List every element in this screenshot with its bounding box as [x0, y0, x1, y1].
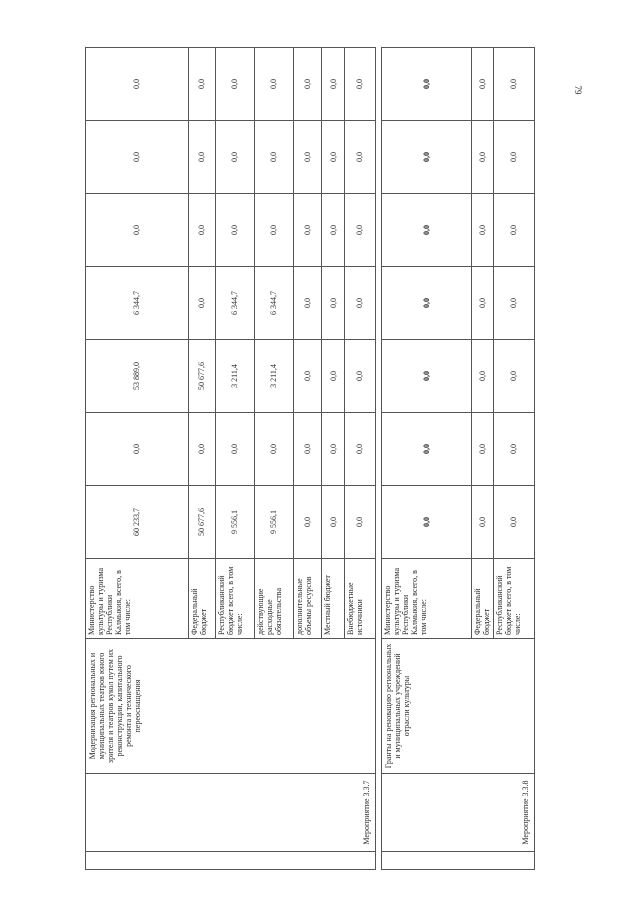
- value-cell: 3 211,4: [254, 340, 293, 413]
- value-cell: 0,0: [254, 194, 293, 267]
- value-cell: 0,0: [86, 413, 189, 486]
- value-cell: 0,0: [344, 413, 375, 486]
- value-cell: 0,0: [322, 194, 345, 267]
- source-cell: дополнительные объемы ресурсов: [293, 559, 322, 639]
- source-cell: Местный бюджет: [322, 559, 345, 639]
- value-cell: 0,0: [344, 48, 375, 121]
- measure-description-338: Гранты на реновацию региональных и муниципальных учреждений отрасли культуры: [381, 639, 534, 774]
- source-cell: Внебюджетные источники: [344, 559, 375, 639]
- value-cell: 6 344,7: [254, 267, 293, 340]
- value-cell: 0,0: [293, 121, 322, 194]
- blank-col: [381, 852, 534, 870]
- source-cell: Министерство культуры и туризма Республики Калмыкия, всего, в том числе:: [86, 559, 189, 639]
- table-row: [381, 48, 471, 870]
- value-cell: 0,0: [322, 267, 345, 340]
- value-cell: 0,0: [344, 121, 375, 194]
- value-cell: 0,0: [493, 413, 534, 486]
- value-cell: 0,0: [188, 267, 215, 340]
- value-cell: 0,0: [322, 48, 345, 121]
- value-cell: 0,0: [293, 340, 322, 413]
- value-cell: 0,0: [493, 194, 534, 267]
- value-cell: 9 556,1: [215, 486, 254, 559]
- value-cell: 0,0: [254, 121, 293, 194]
- measure-description-337: Модернизация региональных и муниципальных театров юного зрителя и театров кукол путем их реконструкции, капитального ремонта и технического переоснащения: [86, 639, 376, 774]
- value-cell: 0,0: [293, 413, 322, 486]
- source-cell: Федеральный бюджет: [472, 559, 494, 639]
- measure-code-337: Мероприятие 3.3.7: [86, 774, 376, 852]
- value-cell: 0,0: [86, 121, 189, 194]
- value-cell: 0,0: [322, 413, 345, 486]
- value-cell: 0,0: [86, 194, 189, 267]
- blank-col: [86, 852, 376, 870]
- value-cell: 0,0: [215, 121, 254, 194]
- value-cell: 0,0: [493, 486, 534, 559]
- value-cell: 0,0: [493, 267, 534, 340]
- value-cell: 0,0: [381, 48, 471, 121]
- value-cell: 0,0: [381, 340, 471, 413]
- value-cell: 50 677,6: [188, 486, 215, 559]
- value-cell: 0,0: [322, 340, 345, 413]
- value-cell: 0,0: [293, 48, 322, 121]
- value-cell: 0,0: [293, 267, 322, 340]
- value-cell: 0,0: [344, 194, 375, 267]
- value-cell: 0,0: [254, 413, 293, 486]
- budget-table: [80, 47, 535, 870]
- source-cell: Республиканский бюджет всего, в том числе:: [493, 559, 534, 639]
- value-cell: 0,0: [344, 340, 375, 413]
- value-cell: 0,0: [472, 340, 494, 413]
- rotated-table-container: [80, 79, 535, 870]
- value-cell: 0,0: [344, 486, 375, 559]
- value-cell: 0,0: [215, 413, 254, 486]
- value-cell: 6 344,7: [215, 267, 254, 340]
- source-cell: Министерство культуры и туризма Республики Калмыкия, всего, в том числе:: [381, 559, 471, 639]
- value-cell: 0,0: [322, 486, 345, 559]
- value-cell: 0,0: [188, 48, 215, 121]
- value-cell: 0,0: [381, 486, 471, 559]
- value-cell: 0,0: [188, 413, 215, 486]
- source-cell: действующие расходные обязательства: [254, 559, 293, 639]
- value-cell: 0,0: [472, 48, 494, 121]
- value-cell: 0,0: [381, 413, 471, 486]
- value-cell: 60 233,7: [86, 486, 189, 559]
- value-cell: 0,0: [344, 267, 375, 340]
- value-cell: 3 211,4: [215, 340, 254, 413]
- value-cell: 0,0: [188, 194, 215, 267]
- value-cell: 53 889,0: [86, 340, 189, 413]
- value-cell: 0,0: [472, 486, 494, 559]
- value-cell: 0,0: [381, 267, 471, 340]
- value-cell: 0,0: [293, 486, 322, 559]
- value-cell: 0,0: [254, 48, 293, 121]
- value-cell: 0,0: [493, 121, 534, 194]
- value-cell: 0,0: [381, 194, 471, 267]
- source-cell: Республиканский бюджет всего, в том числе:: [215, 559, 254, 639]
- measure-code-338: Мероприятие 3.3.8: [381, 774, 534, 852]
- value-cell: 0,0: [188, 121, 215, 194]
- source-cell: Федеральный бюджет: [188, 559, 215, 639]
- value-cell: 0,0: [215, 48, 254, 121]
- value-cell: 0,0: [472, 267, 494, 340]
- value-cell: 9 556,1: [254, 486, 293, 559]
- value-cell: 0,0: [215, 194, 254, 267]
- value-cell: 0,0: [381, 121, 471, 194]
- value-cell: 0,0: [493, 48, 534, 121]
- value-cell: 0,0: [322, 121, 345, 194]
- value-cell: 50 677,6: [188, 340, 215, 413]
- value-cell: 6 344,7: [86, 267, 189, 340]
- value-cell: 0,0: [472, 121, 494, 194]
- value-cell: 0,0: [293, 194, 322, 267]
- value-cell: 0,0: [493, 340, 534, 413]
- page-number: 79: [573, 85, 583, 95]
- value-cell: 0,0: [472, 194, 494, 267]
- value-cell: 0,0: [472, 413, 494, 486]
- value-cell: 0,0: [86, 48, 189, 121]
- table-row: [86, 48, 189, 870]
